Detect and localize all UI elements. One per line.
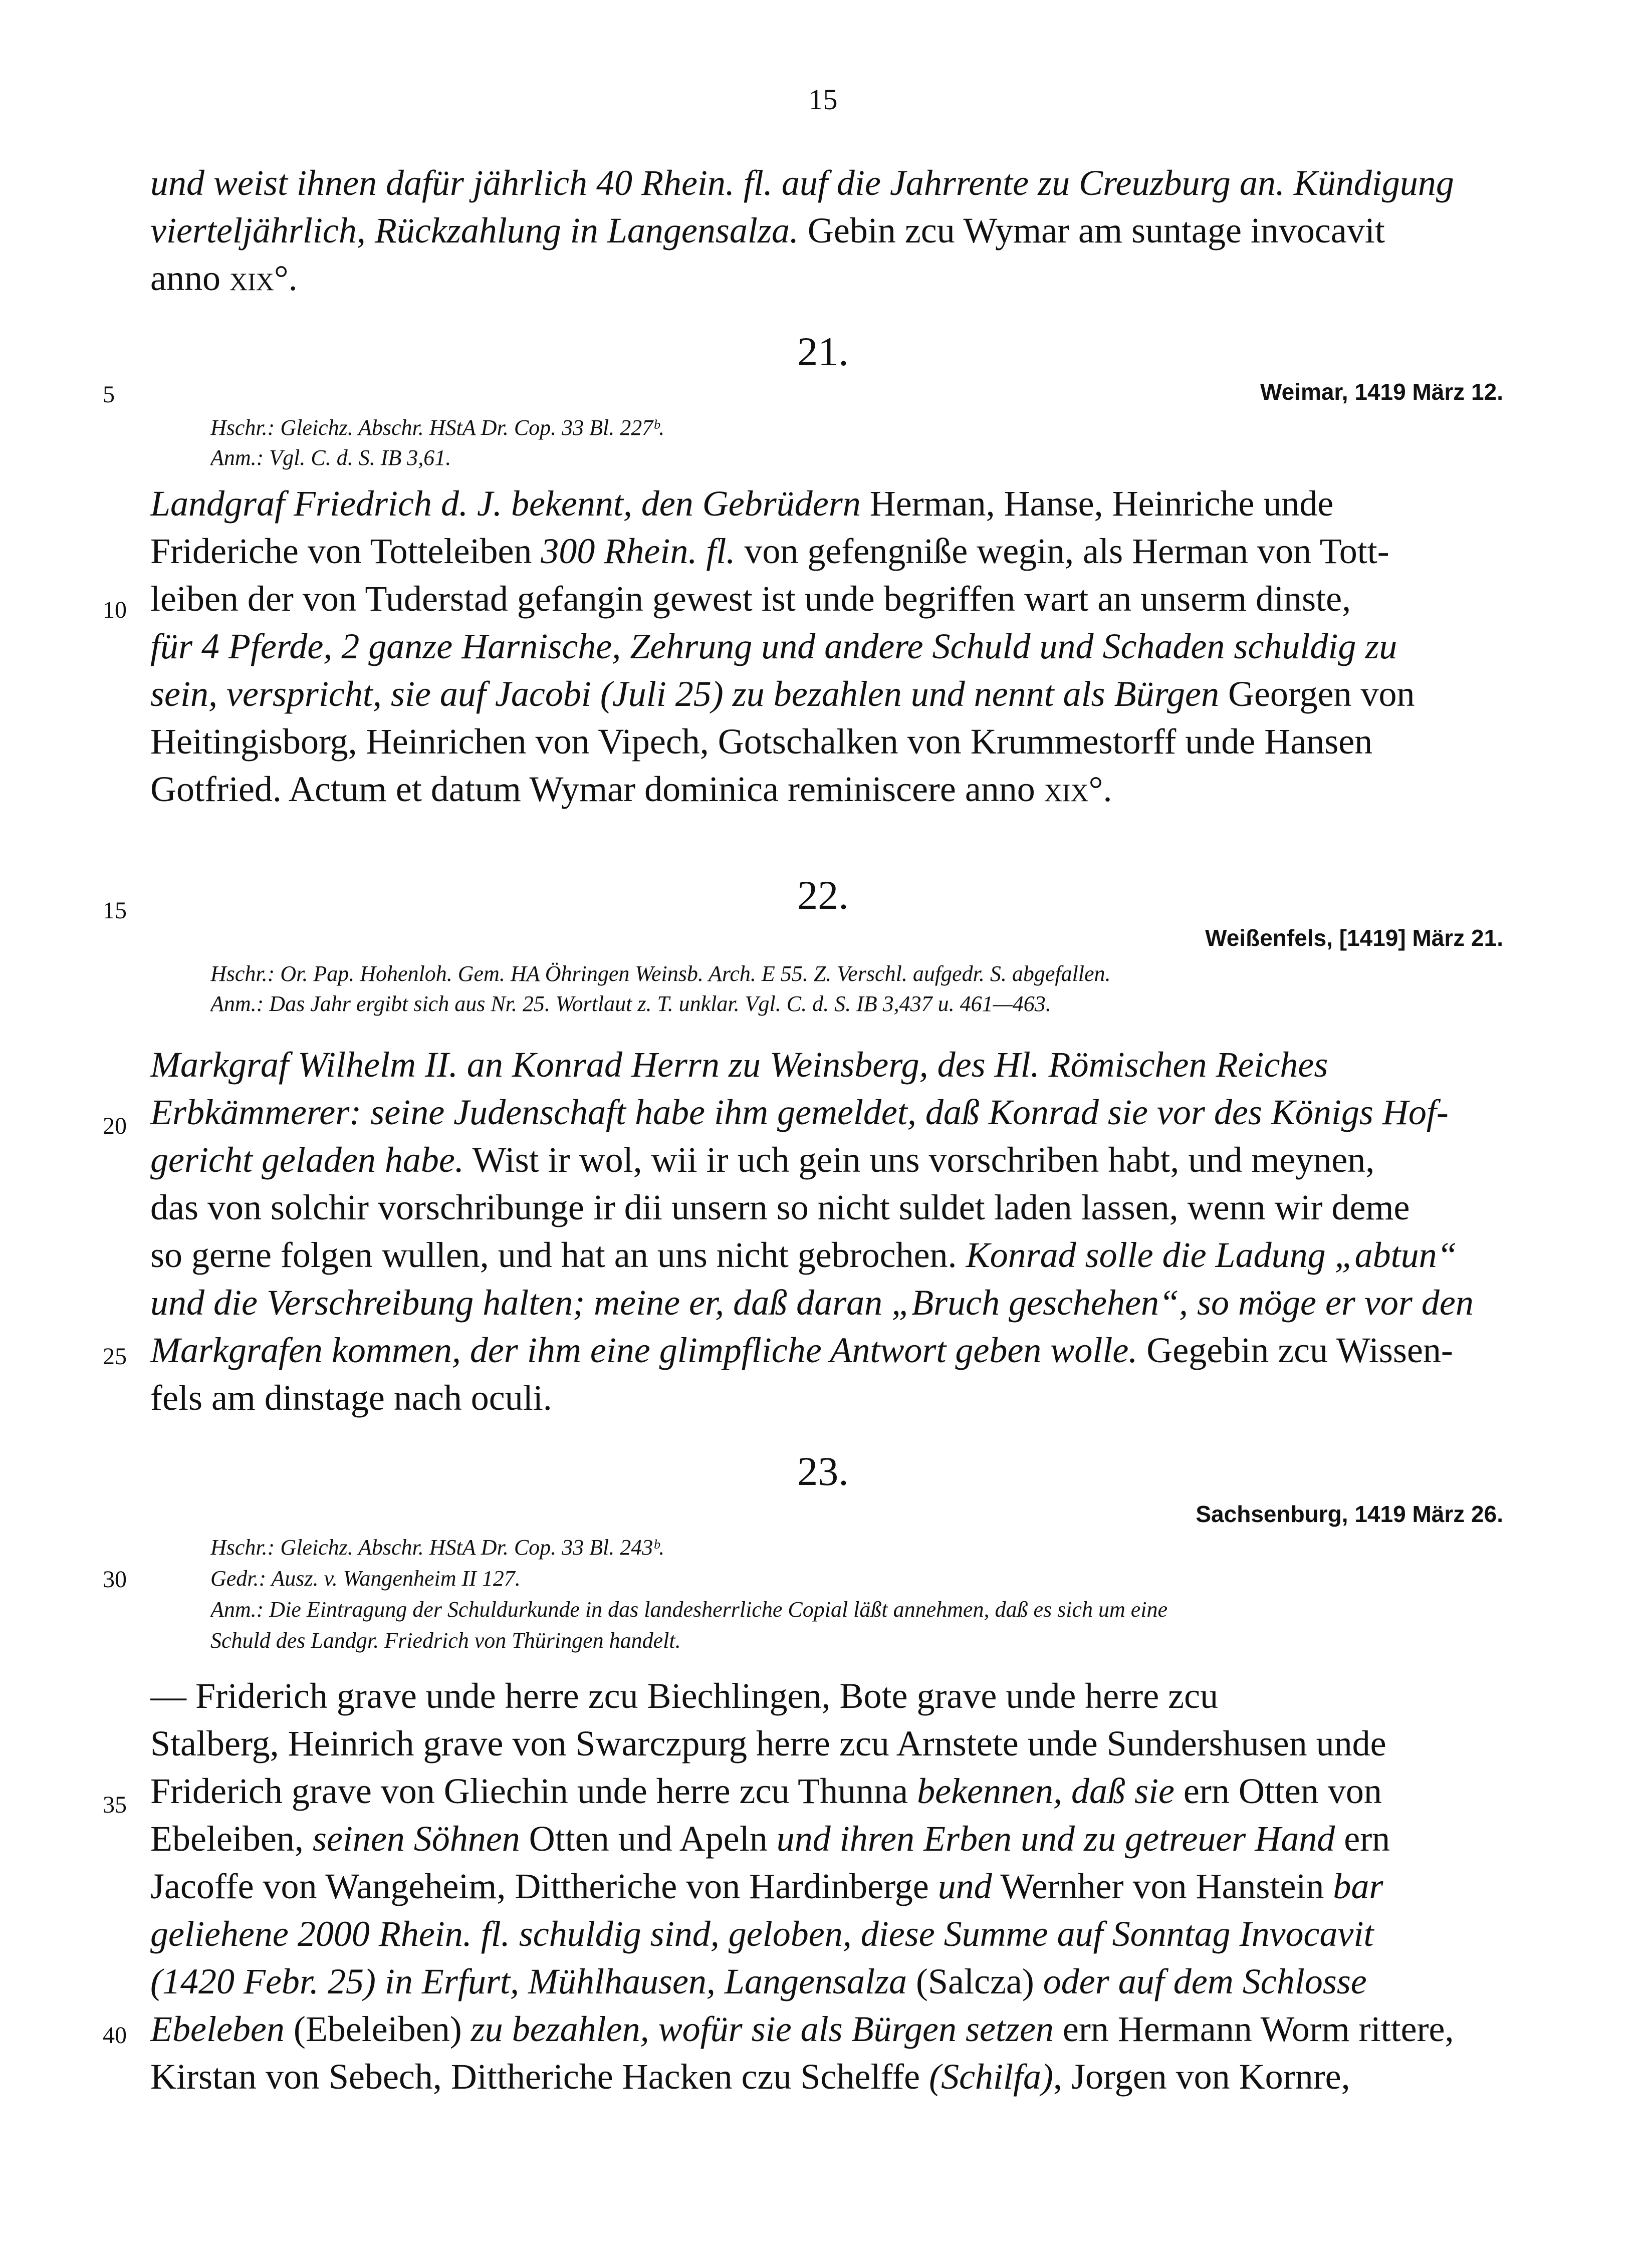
text-line	[150, 1280, 1518, 1328]
text-segment: Wist ir wol, wii ir uch gein uns vorschriben habt, und meynen,	[463, 1140, 1375, 1180]
apparatus-line: Hschr.: Or. Pap. Hohenloh. Gem. HA Öhringen Weinsb. Arch. E 55. Z. Verschl. aufgedr. S. abgefallen.	[210, 961, 1111, 986]
text-segment: fels am dinstage nach oculi.	[150, 1378, 552, 1418]
text-line	[150, 256, 1518, 303]
margin-line-number: 10	[103, 597, 127, 623]
text-segment: geliehene 2000 Rhein. fl. schuldig sind, geloben, diese Summe auf Sonntag Invocavit	[150, 1914, 1374, 1954]
text-segment: Georgen von	[1219, 674, 1415, 714]
text-segment: Otten und Apeln	[520, 1819, 777, 1859]
text-line	[150, 2054, 1518, 2102]
text-line	[150, 624, 1518, 671]
text-segment: 300 Rhein. fl.	[541, 531, 736, 571]
text-line	[150, 1232, 1518, 1280]
text-segment: Ebeleben	[150, 2009, 285, 2049]
text-segment: ern Hermann Worm rittere,	[1053, 2009, 1454, 2049]
text-line	[150, 160, 1518, 208]
text-segment: Gebin zcu Wymar am suntage invocavit	[798, 210, 1385, 250]
apparatus-line: Anm.: Vgl. C. d. S. IB 3,61.	[210, 445, 451, 470]
text-segment: bar	[1333, 1866, 1383, 1906]
text-segment: und ihren Erben und zu getreuer Hand	[776, 1819, 1335, 1859]
doc-21-number: 21.	[797, 329, 849, 374]
text-line	[150, 208, 1518, 256]
doc-22-number: 22.	[797, 872, 849, 918]
text-line	[150, 1673, 1518, 1721]
text-segment: Stalberg, Heinrich grave von Swarczpurg herre zcu Arnstete unde Sundershusen unde	[150, 1723, 1386, 1763]
text-segment: Gotfried. Actum et datum Wymar dominica reminiscere anno	[150, 769, 1044, 809]
text-segment: (Schilfa)	[929, 2057, 1054, 2097]
text-segment: ern Otten von	[1174, 1771, 1382, 1811]
text-segment: anno	[150, 258, 229, 298]
margin-line-number: 25	[103, 1343, 127, 1370]
margin-line-number: 20	[103, 1113, 127, 1139]
margin-line-number: 35	[103, 1792, 127, 1818]
text-segment: das von solchir vorschribunge ir dii unsern so nicht suldet laden lassen, wenn wir deme	[150, 1187, 1410, 1227]
text-segment: und	[937, 1866, 992, 1906]
apparatus-line: Anm.: Die Eintragung der Schuldurkunde in das landesherrliche Copial läßt annehmen, daß es sich um eine	[210, 1597, 1168, 1622]
text-line	[150, 1090, 1518, 1137]
text-line	[150, 1864, 1518, 1911]
doc-21-place-date: Weimar, 1419 März 12.	[1260, 379, 1503, 405]
text-segment: für 4 Pferde, 2 ganze Harnische, Zehrung und andere Schuld und Schaden schuldig zu	[150, 626, 1397, 666]
text-line	[150, 1769, 1518, 1816]
text-line	[150, 767, 1518, 814]
page-number: 15	[808, 83, 838, 116]
text-segment: (Ebeleiben)	[284, 2009, 471, 2049]
text-line	[150, 719, 1518, 767]
text-segment: leiben der von Tuderstad gefangin gewest ist unde begriffen wart an unserm dinste,	[150, 579, 1351, 619]
text-segment: Kirstan von Sebech, Dittheriche Hacken czu Schelffe	[150, 2057, 929, 2097]
text-segment: °.	[1088, 769, 1112, 809]
margin-line-number: 15	[103, 897, 127, 924]
margin-line-number: 30	[103, 1566, 127, 1593]
text-segment: — Friderich grave unde herre zcu Biechlingen, Bote grave unde herre zcu	[150, 1676, 1219, 1716]
text-segment: Herman, Hanse, Heinriche unde	[860, 483, 1334, 524]
text-segment: und weist ihnen dafür jährlich 40 Rhein. fl. auf die Jahrrente zu Creuzburg an. Kündigung	[150, 163, 1454, 203]
text-line	[150, 1042, 1518, 1090]
text-line	[150, 576, 1518, 624]
doc-22-place-date: Weißenfels, [1419] März 21.	[1205, 925, 1503, 951]
text-segment: Ebeleiben,	[150, 1819, 313, 1859]
text-segment: vierteljährlich, Rückzahlung in Langensalza.	[150, 210, 799, 250]
text-segment: so gerne folgen wullen, und hat an uns nicht gebrochen.	[150, 1235, 966, 1275]
text-segment: xix	[1044, 769, 1089, 809]
text-line	[150, 1721, 1518, 1769]
text-segment: Heitingisborg, Heinrichen von Vipech, Gotschalken von Krummestorff unde Hansen	[150, 721, 1373, 762]
text-segment: von gefengniße wegin, als Herman von Tott-	[735, 531, 1389, 571]
text-line	[150, 671, 1518, 719]
text-segment: °.	[274, 258, 298, 298]
text-line	[150, 1911, 1518, 1959]
text-segment: , Jorgen von Kornre,	[1053, 2057, 1350, 2097]
text-line	[150, 529, 1518, 576]
text-segment: (Salcza)	[906, 1961, 1043, 2001]
text-segment: ern	[1335, 1819, 1390, 1859]
text-segment: Frideriche von Totteleiben	[150, 531, 541, 571]
text-segment: sein, verspricht, sie auf Jacobi (Juli 25) zu bezahlen und nennt als Bürgen	[150, 674, 1219, 714]
doc-23-place-date: Sachsenburg, 1419 März 26.	[1196, 1501, 1503, 1527]
apparatus-line: Schuld des Landgr. Friedrich von Thüringen handelt.	[210, 1628, 681, 1653]
text-segment: zu bezahlen, wofür sie als Bürgen setzen	[471, 2009, 1054, 2049]
apparatus-line: Hschr.: Gleichz. Abschr. HStA Dr. Cop. 33 Bl. 243ᵇ.	[210, 1535, 665, 1560]
apparatus-line: Anm.: Das Jahr ergibt sich aus Nr. 25. Wortlaut z. T. unklar. Vgl. C. d. S. IB 3,437 u. 461—463.	[210, 991, 1051, 1016]
apparatus-line: Hschr.: Gleichz. Abschr. HStA Dr. Cop. 33 Bl. 227ᵇ.	[210, 415, 665, 440]
apparatus-line: Gedr.: Ausz. v. Wangenheim II 127.	[210, 1566, 521, 1591]
text-segment: bekennen, daß sie	[917, 1771, 1174, 1811]
text-segment: Erbkämmerer: seine Judenschaft habe ihm gemeldet, daß Konrad sie vor des Königs Hof-	[150, 1092, 1449, 1132]
text-segment: Konrad solle die Ladung „abtun“	[966, 1235, 1457, 1275]
text-segment: (1420 Febr. 25) in Erfurt, Mühlhausen, Langensalza	[150, 1961, 907, 2001]
text-segment: Markgraf Wilhelm II. an Konrad Herrn zu Weinsberg, des Hl. Römischen Reiches	[150, 1045, 1328, 1085]
text-line	[150, 1328, 1518, 1375]
text-line	[150, 1375, 1518, 1423]
text-line	[150, 1185, 1518, 1232]
margin-line-number: 5	[103, 381, 115, 408]
text-segment: seinen Söhnen	[312, 1819, 520, 1859]
text-line	[150, 1137, 1518, 1185]
text-line	[150, 1816, 1518, 1864]
text-segment: Jacoffe von Wangeheim, Dittheriche von Hardinberge	[150, 1866, 938, 1906]
text-segment: Markgrafen kommen, der ihm eine glimpfliche Antwort geben wolle.	[150, 1330, 1138, 1370]
text-segment: Friderich grave von Gliechin unde herre zcu Thunna	[150, 1771, 917, 1811]
text-line	[150, 2006, 1518, 2054]
text-line	[150, 481, 1518, 529]
text-segment: Gegebin zcu Wissen-	[1137, 1330, 1453, 1370]
text-segment: xix	[229, 258, 274, 298]
text-segment: Wernher von Hanstein	[992, 1866, 1333, 1906]
text-line	[150, 1959, 1518, 2006]
text-segment: Landgraf Friedrich d. J. bekennt, den Gebrüdern	[150, 483, 861, 524]
text-segment: und die Verschreibung halten; meine er, daß daran „Bruch geschehen“, so möge er vor den	[150, 1283, 1474, 1323]
text-segment: oder auf dem Schlosse	[1043, 1961, 1367, 2001]
text-segment: gericht geladen habe.	[150, 1140, 464, 1180]
margin-line-number: 40	[103, 2022, 127, 2049]
doc-23-number: 23.	[797, 1448, 849, 1494]
